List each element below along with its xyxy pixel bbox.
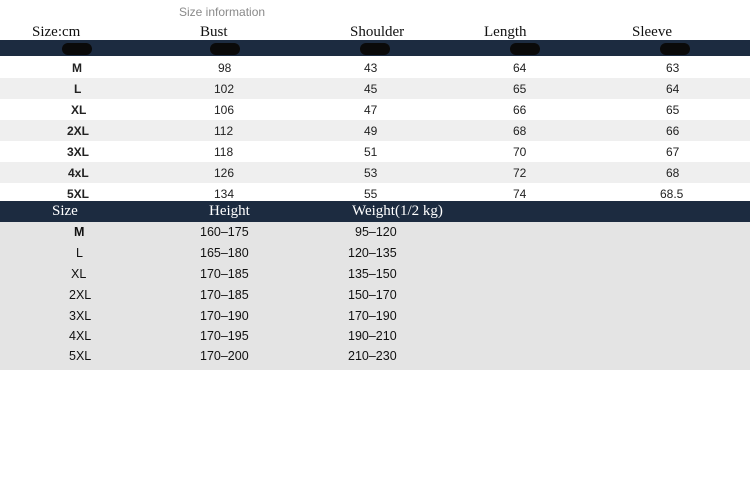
size-cell: M — [72, 61, 82, 75]
weight-cell: 120–135 — [348, 246, 397, 260]
height-cell: 170–185 — [200, 267, 249, 281]
size-cell: 3XL — [69, 309, 92, 323]
size-cell: L — [76, 246, 83, 260]
size-cell: L — [74, 82, 82, 96]
size-cell: 5XL — [67, 187, 90, 201]
header-shoulder: Shoulder — [350, 24, 405, 40]
sleeve-cell: 63 — [666, 61, 680, 75]
size-cell: XL — [71, 267, 87, 281]
shoulder-cell: 43 — [364, 61, 378, 75]
redaction-mark — [62, 43, 92, 55]
weight-cell: 190–210 — [348, 329, 397, 343]
fit-table-header — [0, 201, 750, 223]
header-height: Height — [209, 203, 250, 219]
sleeve-cell: 68.5 — [660, 187, 684, 201]
table-row — [0, 264, 440, 284]
header-sleeve: Sleeve — [632, 24, 672, 40]
redaction-mark — [510, 43, 540, 55]
sleeve-cell: 67 — [666, 145, 680, 159]
measurement-table-header-bar — [0, 40, 750, 56]
bust-cell: 106 — [214, 103, 235, 117]
height-cell: 165–180 — [200, 246, 249, 260]
table-row — [0, 141, 750, 162]
bust-cell: 102 — [214, 82, 235, 96]
sleeve-cell: 64 — [666, 82, 680, 96]
fit-table-header-bar — [0, 201, 750, 222]
header-weight: Weight(1/2 kg) — [352, 203, 443, 219]
length-cell: 72 — [513, 166, 527, 180]
sleeve-cell: 66 — [666, 124, 680, 138]
height-cell: 170–195 — [200, 329, 249, 343]
bust-cell: 98 — [218, 61, 232, 75]
table-row — [0, 306, 440, 326]
bust-cell: 112 — [214, 124, 234, 138]
bust-cell: 118 — [214, 145, 234, 159]
table-row — [0, 243, 440, 263]
size-cell: 3XL — [67, 145, 90, 159]
length-cell: 70 — [513, 145, 527, 159]
shoulder-cell: 51 — [364, 145, 378, 159]
table-row — [0, 222, 440, 242]
weight-cell: 170–190 — [348, 309, 397, 323]
redaction-mark — [660, 43, 690, 55]
shoulder-cell: 45 — [364, 82, 378, 96]
length-cell: 64 — [513, 61, 527, 75]
height-cell: 170–190 — [200, 309, 249, 323]
length-cell: 74 — [513, 187, 527, 201]
shoulder-cell: 47 — [364, 103, 378, 117]
size-cell: M — [74, 225, 85, 239]
table-row — [0, 120, 750, 141]
height-cell: 170–185 — [200, 288, 249, 302]
size-cell: 5XL — [69, 349, 92, 363]
header-bust: Bust — [200, 24, 228, 40]
size-cell: 4XL — [69, 329, 92, 343]
weight-cell: 150–170 — [348, 288, 397, 302]
table-row — [0, 285, 440, 305]
size-cell: 2XL — [69, 288, 92, 302]
size-cell: 4xL — [68, 166, 89, 180]
length-cell: 68 — [513, 124, 527, 138]
size-information-caption: Size information — [179, 5, 266, 19]
length-cell: 66 — [513, 103, 527, 117]
redaction-mark — [210, 43, 240, 55]
table-row — [0, 78, 750, 99]
bust-cell: 134 — [214, 187, 235, 201]
shoulder-cell: 49 — [364, 124, 378, 138]
redaction-mark — [360, 43, 390, 55]
sleeve-cell: 68 — [666, 166, 680, 180]
sleeve-cell: 65 — [666, 103, 680, 117]
weight-cell: 135–150 — [348, 267, 397, 281]
bust-cell: 126 — [214, 166, 235, 180]
shoulder-cell: 53 — [364, 166, 378, 180]
table-row — [0, 99, 750, 120]
table-row — [0, 326, 440, 346]
length-cell: 65 — [513, 82, 527, 96]
shoulder-cell: 55 — [364, 187, 378, 201]
size-cell: 2XL — [67, 124, 90, 138]
height-cell: 170–200 — [200, 349, 249, 363]
weight-cell: 210–230 — [348, 349, 397, 363]
header-length: Length — [484, 24, 527, 40]
table-row — [0, 346, 440, 366]
size-cell: XL — [71, 103, 87, 117]
table-row — [0, 57, 750, 78]
table-row — [0, 162, 750, 183]
weight-cell: 95–120 — [355, 225, 397, 239]
header-size: Size:cm — [32, 24, 81, 40]
height-cell: 160–175 — [200, 225, 249, 239]
header-size: Size — [52, 203, 78, 219]
